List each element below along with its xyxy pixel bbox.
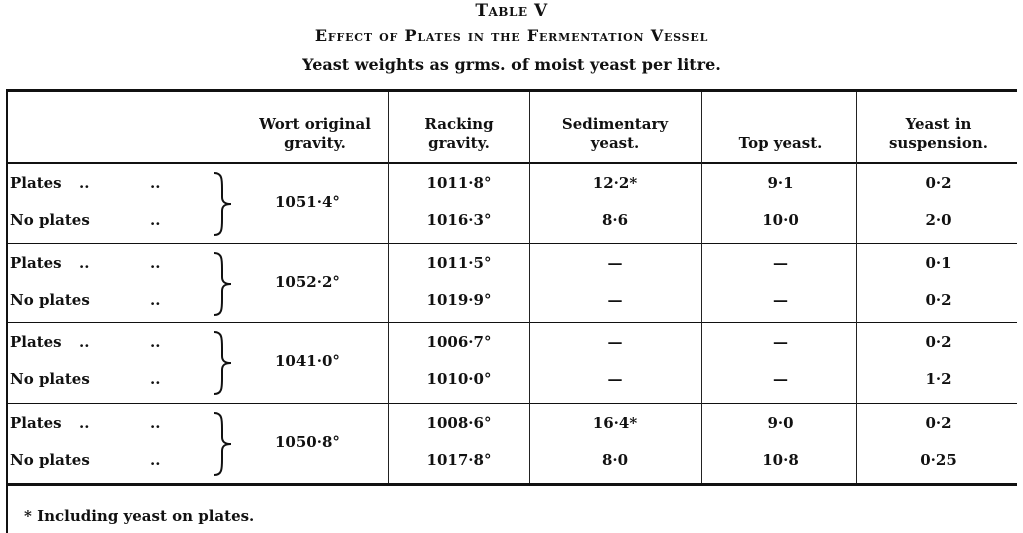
- suspension-value: 0·2: [925, 333, 952, 351]
- left-border: [6, 89, 8, 533]
- suspension-value: 0·25: [920, 451, 957, 469]
- racking-value: 1006·7°: [426, 333, 492, 351]
- racking-value: 1017·8°: [426, 451, 492, 469]
- group-rule-3: [6, 403, 1017, 404]
- row-label: No plates: [10, 370, 90, 388]
- sedimentary-value: 8·0: [601, 451, 629, 469]
- top-value: 10·0: [762, 211, 799, 229]
- suspension-value: 0·2: [925, 414, 952, 432]
- footnote: * Including yeast on plates.: [24, 507, 255, 525]
- row-leader-dots: ..: [150, 333, 161, 351]
- wort-gravity-value: 1052·2°: [275, 273, 340, 291]
- row-leader-dots: ..: [150, 414, 161, 432]
- column-header-wort: [240, 115, 390, 153]
- row-label: No plates: [10, 451, 90, 469]
- top-value: —: [773, 333, 788, 351]
- column-header-racking: [395, 115, 523, 153]
- bottom-rule: [6, 483, 1017, 486]
- top-value: 9·0: [767, 414, 794, 432]
- row-label: Plates: [10, 254, 62, 272]
- top-value: 9·1: [767, 174, 794, 192]
- column-divider: [856, 92, 857, 483]
- row-leader-dots: ..: [150, 174, 161, 192]
- column-header-sedimentary: [535, 115, 695, 153]
- sedimentary-value: 8·6: [601, 211, 629, 229]
- column-header-wort-line-1: Wort original gravity.: [259, 115, 371, 152]
- table-label: Table V: [475, 1, 548, 21]
- group-rule-2: [6, 322, 1017, 323]
- row-leader-dots: ..: [150, 254, 161, 272]
- group-brace-icon: [212, 251, 234, 317]
- column-divider: [701, 92, 702, 483]
- wort-gravity-value: 1041·0°: [275, 352, 340, 370]
- racking-value: 1010·0°: [426, 370, 492, 388]
- header-rule: [6, 162, 1017, 164]
- sedimentary-value: —: [607, 370, 623, 388]
- row-label: No plates: [10, 211, 90, 229]
- suspension-value: 0·2: [925, 291, 952, 309]
- column-header-racking-text: Racking gravity.: [424, 115, 494, 152]
- suspension-value: 0·1: [925, 254, 952, 272]
- row-label: No plates: [10, 291, 90, 309]
- top-value: —: [773, 370, 788, 388]
- column-header-suspension: [860, 115, 1017, 153]
- column-divider: [529, 92, 530, 483]
- sedimentary-value: —: [607, 254, 623, 272]
- table-subtitle: Yeast weights as grms. of moist yeast per litre.: [302, 55, 721, 74]
- row-label: Plates: [10, 333, 62, 351]
- column-header-top-text: Top yeast.: [738, 134, 823, 152]
- racking-value: 1008·6°: [426, 414, 492, 432]
- racking-value: 1011·8°: [426, 174, 492, 192]
- column-header-suspension-text: Yeast in suspension.: [888, 115, 988, 152]
- group-rule-1: [6, 243, 1017, 244]
- top-value: —: [773, 291, 788, 309]
- row-leader-dots: ..: [79, 414, 90, 432]
- racking-value: 1019·9°: [426, 291, 492, 309]
- row-label: Plates: [10, 174, 62, 192]
- suspension-value: 2·0: [925, 211, 952, 229]
- row-leader-dots: ..: [79, 174, 90, 192]
- wort-gravity-value: 1050·8°: [275, 433, 340, 451]
- suspension-value: 0·2: [925, 174, 952, 192]
- column-header-sedimentary-text: Sedimentary yeast.: [561, 115, 669, 152]
- suspension-value: 1·2: [925, 370, 952, 388]
- column-header-top: [708, 134, 853, 153]
- sedimentary-value: 12·2*: [592, 174, 638, 192]
- wort-gravity-value: 1051·4°: [275, 193, 340, 211]
- row-leader-dots: ..: [150, 370, 161, 388]
- group-brace-icon: [212, 411, 234, 477]
- racking-value: 1011·5°: [426, 254, 492, 272]
- top-value: —: [773, 254, 788, 272]
- sedimentary-value: —: [607, 291, 623, 309]
- sedimentary-value: 16·4*: [592, 414, 638, 432]
- group-brace-icon: [212, 330, 234, 396]
- top-rule: [6, 89, 1017, 92]
- racking-value: 1016·3°: [426, 211, 492, 229]
- group-brace-icon: [212, 171, 234, 237]
- row-label: Plates: [10, 414, 62, 432]
- sedimentary-value: —: [607, 333, 623, 351]
- row-leader-dots: ..: [79, 333, 90, 351]
- row-leader-dots: ..: [150, 211, 161, 229]
- row-leader-dots: ..: [150, 291, 161, 309]
- row-leader-dots: ..: [150, 451, 161, 469]
- table-title: Effect of Plates in the Fermentation Vessel: [314, 26, 709, 45]
- row-leader-dots: ..: [79, 254, 90, 272]
- top-value: 10·8: [762, 451, 799, 469]
